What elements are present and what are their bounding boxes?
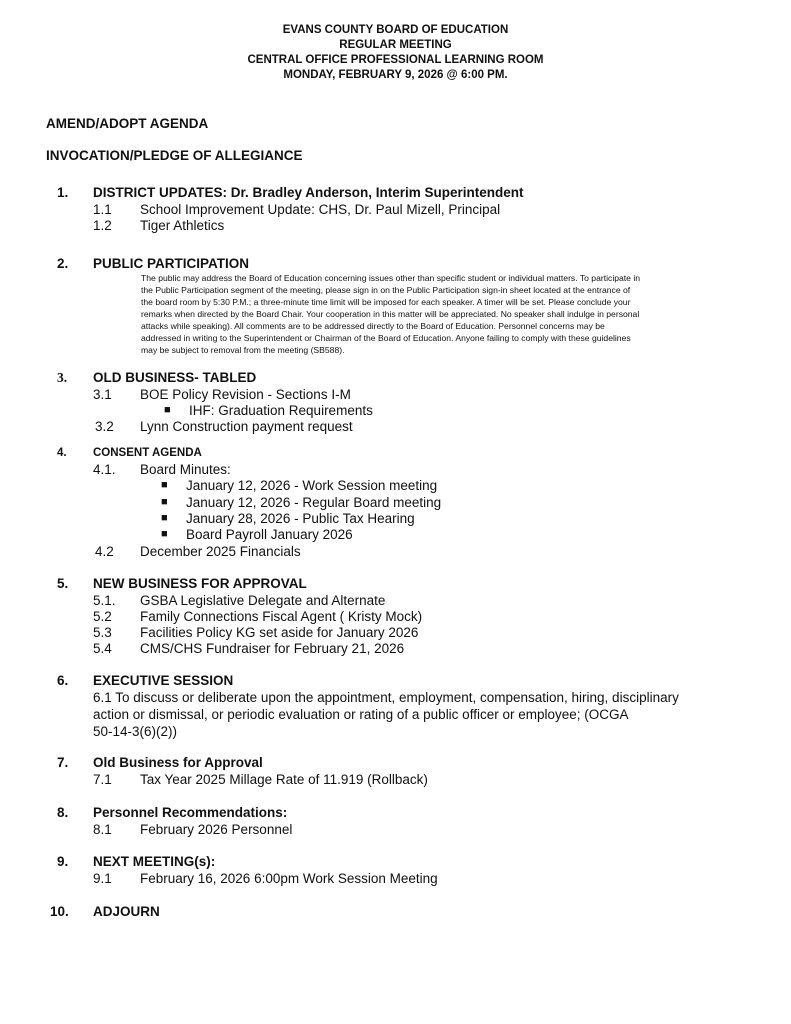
item-number: 5.2 [93,609,112,624]
meeting-date: MONDAY, FEBRUARY 9, 2026 @ 6:00 PM. [283,69,508,81]
section-title: CONSENT AGENDA [93,447,202,459]
item-number: 4.1. [93,462,116,477]
section-number: 6. [57,673,69,688]
item-number: 5.1. [93,593,116,608]
square-bullet-icon: ■ [164,404,171,416]
rules-line: addressed in writing to the Superintendent or Chairman of the Board of Education. Anyone failing to comply with these guidelines [141,333,631,343]
item-number: 4.2 [95,544,114,559]
section-title: NEXT MEETING(s): [93,854,216,869]
section-title: OLD BUSINESS- TABLED [93,370,257,385]
bullet-text: Board Payroll January 2026 [186,527,353,542]
rules-line: may be subject to removal from the meeting (SB588). [141,345,345,355]
invocation-heading: INVOCATION/PLEDGE OF ALLEGIANCE [46,148,303,163]
amend-adopt-heading: AMEND/ADOPT AGENDA [46,116,209,131]
bullet-text: January 12, 2026 - Regular Board meeting [186,495,442,510]
square-bullet-icon: ■ [161,512,168,524]
bullet-text: January 12, 2026 - Work Session meeting [186,478,438,493]
item-text: Tax Year 2025 Millage Rate of 11.919 (Rollback) [140,772,428,787]
section-title: ADJOURN [93,904,160,919]
meeting-location: CENTRAL OFFICE PROFESSIONAL LEARNING ROOM [247,54,544,66]
item-number: 3.1 [93,387,112,402]
section-title: Personnel Recommendations: [93,805,288,820]
bullet-text: IHF: Graduation Requirements [189,403,373,418]
section-title: NEW BUSINESS FOR APPROVAL [93,576,307,591]
rules-line: the board room by 5:30 P.M.; a three-minute time limit will be imposed for each speaker. A timer will be set. Please conclude your [141,297,631,307]
item-number: 3.2 [95,419,114,434]
square-bullet-icon: ■ [161,496,168,508]
rules-line: the Public Participation segment of the meeting, please sign in on the Public Participation sign-in sheet located at the entrance of [141,285,631,295]
item-number: 7.1 [93,772,112,787]
exec-line: action or dismissal, or periodic evaluation or rating of a public officer or employee; (OCGA [93,707,629,722]
exec-line: 50-14-3(6)(2)) [93,724,178,739]
exec-line: 6.1 To discuss or deliberate upon the appointment, employment, compensation, hiring, disciplinary [93,690,679,705]
item-text: School Improvement Update: CHS, Dr. Paul Mizell, Principal [140,202,501,217]
section-number: 10. [50,904,69,919]
item-text: February 2026 Personnel [140,822,293,837]
item-number: 1.1 [93,202,112,217]
section-number: 1. [57,185,69,200]
section-title: EXECUTIVE SESSION [93,673,234,688]
section-number: 4. [57,447,67,459]
item-text: CMS/CHS Fundraiser for February 21, 2026 [140,641,405,656]
item-text: Facilities Policy KG set aside for January 2026 [140,625,419,640]
item-text: December 2025 Financials [140,544,301,559]
item-text: Lynn Construction payment request [140,419,353,434]
meeting-type: REGULAR MEETING [339,39,452,51]
item-text: Board Minutes: [140,462,231,477]
agenda-header [0,23,791,83]
square-bullet-icon: ■ [161,528,168,540]
section-number: 5. [57,576,69,591]
section-title: PUBLIC PARTICIPATION [93,256,249,271]
item-number: 8.1 [93,822,112,837]
item-text: Tiger Athletics [140,218,225,233]
item-number: 9.1 [93,871,112,886]
item-number: 5.3 [93,625,112,640]
square-bullet-icon: ■ [161,479,168,491]
public-participation-rules [141,272,741,356]
section-title: DISTRICT UPDATES: Dr. Bradley Anderson, Interim Superintendent [93,185,524,200]
rules-line: The public may address the Board of Education concerning issues other than specific student or individual matters. To participate in [141,273,641,283]
section-number: 3. [57,370,68,385]
section-number: 2. [57,256,69,271]
section-number: 8. [57,805,69,820]
bullet-text: January 28, 2026 - Public Tax Hearing [186,511,415,526]
section-number: 9. [57,854,69,869]
item-text: Family Connections Fiscal Agent ( Kristy Mock) [140,609,423,624]
executive-session-text [93,689,753,740]
section-title: Old Business for Approval [93,755,263,770]
item-number: 5.4 [93,641,112,656]
rules-line: remarks when directed by the Board Chair. Your cooperation in this matter will be appreciated. No speaker shall indulge in personal [141,309,640,319]
item-text: GSBA Legislative Delegate and Alternate [140,593,386,608]
item-text: BOE Policy Revision - Sections I-M [140,387,351,402]
board-name: EVANS COUNTY BOARD OF EDUCATION [282,24,509,36]
item-text: February 16, 2026 6:00pm Work Session Meeting [140,871,438,886]
rules-line: attacks while speaking). All comments are to be addressed directly to the Board of Education. Personnel concerns may be [141,321,605,331]
item-number: 1.2 [93,218,112,233]
section-number: 7. [57,755,69,770]
